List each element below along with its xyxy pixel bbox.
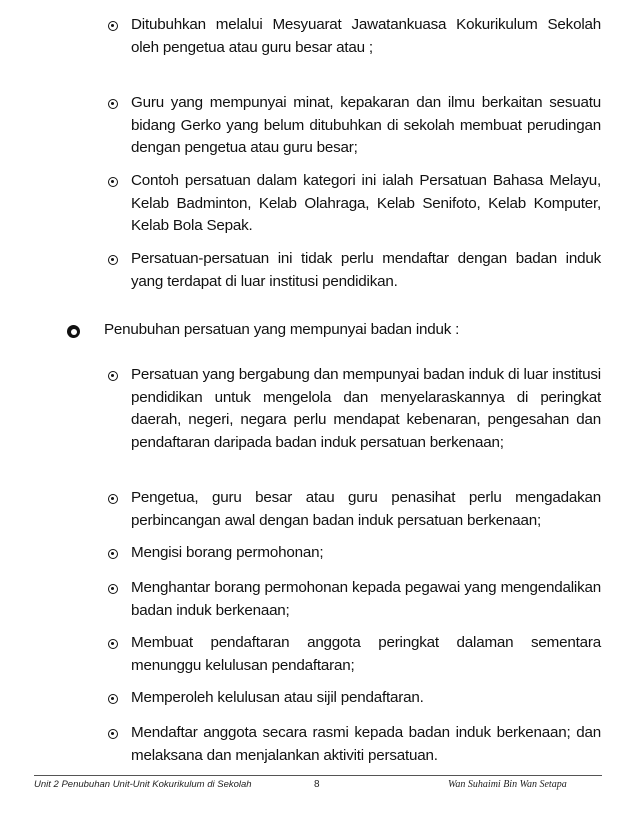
sun-bullet-icon: [108, 255, 118, 265]
sun-bullet-icon: [108, 494, 118, 504]
section-heading: Penubuhan persatuan yang mempunyai badan induk :: [104, 321, 460, 338]
list-item: Pengetua, guru besar atau guru penasihat perlu mengadakan perbincangan awal dengan badan induk persatuan berkenaan;: [131, 489, 601, 529]
footer-author: Wan Suhaimi Bin Wan Setapa: [448, 779, 567, 790]
list-item: Memperoleh kelulusan atau sijil pendaftaran.: [131, 689, 424, 706]
sun-bullet-icon: [108, 694, 118, 704]
sun-bullet-icon: [108, 729, 118, 739]
sun-bullet-icon: [108, 371, 118, 381]
sun-bullet-icon: [108, 584, 118, 594]
list-item: Membuat pendaftaran anggota peringkat dalaman sementara menunggu kelulusan pendaftaran;: [131, 634, 601, 674]
list-item: Contoh persatuan dalam kategori ini ialah Persatuan Bahasa Melayu, Kelab Badminton, Kelab Olahraga, Kelab Senifoto, Kelab Komputer, Kelab Bola Sepak.: [131, 172, 601, 234]
bold-bullet-icon: [67, 325, 80, 338]
sun-bullet-icon: [108, 549, 118, 559]
list-item: Ditubuhkan melalui Mesyuarat Jawatankuasa Kokurikulum Sekolah oleh pengetua atau guru besar atau ;: [131, 16, 601, 56]
sun-bullet-icon: [108, 21, 118, 31]
list-item: Persatuan yang bergabung dan mempunyai badan induk di luar institusi pendidikan untuk mengelola dan menyelaraskannya di peringkat daerah, negeri, negara perlu mendapat kebenaran, pengesahan dan pendaftaran daripada badan induk persatuan berkenaan;: [131, 366, 601, 451]
list-item: Mendaftar anggota secara rasmi kepada badan induk berkenaan; dan melaksana dan menjalankan aktiviti persatuan.: [131, 724, 601, 764]
footer-unit-title: Unit 2 Penubuhan Unit-Unit Kokurikulum di Sekolah: [34, 779, 252, 790]
sun-bullet-icon: [108, 99, 118, 109]
sun-bullet-icon: [108, 177, 118, 187]
page-number: 8: [314, 779, 320, 790]
list-item: Guru yang mempunyai minat, kepakaran dan ilmu berkaitan sesuatu bidang Gerko yang belum ditubuhkan di sekolah membuat perudingan dengan pengetua atau guru besar;: [131, 94, 601, 156]
list-item: Persatuan-persatuan ini tidak perlu mendaftar dengan badan induk yang terdapat di luar institusi pendidikan.: [131, 250, 601, 290]
list-item: Mengisi borang permohonan;: [131, 544, 324, 561]
list-item: Menghantar borang permohonan kepada pegawai yang mengendalikan badan induk berkenaan;: [131, 579, 601, 619]
sun-bullet-icon: [108, 639, 118, 649]
footer-divider: [34, 775, 602, 776]
